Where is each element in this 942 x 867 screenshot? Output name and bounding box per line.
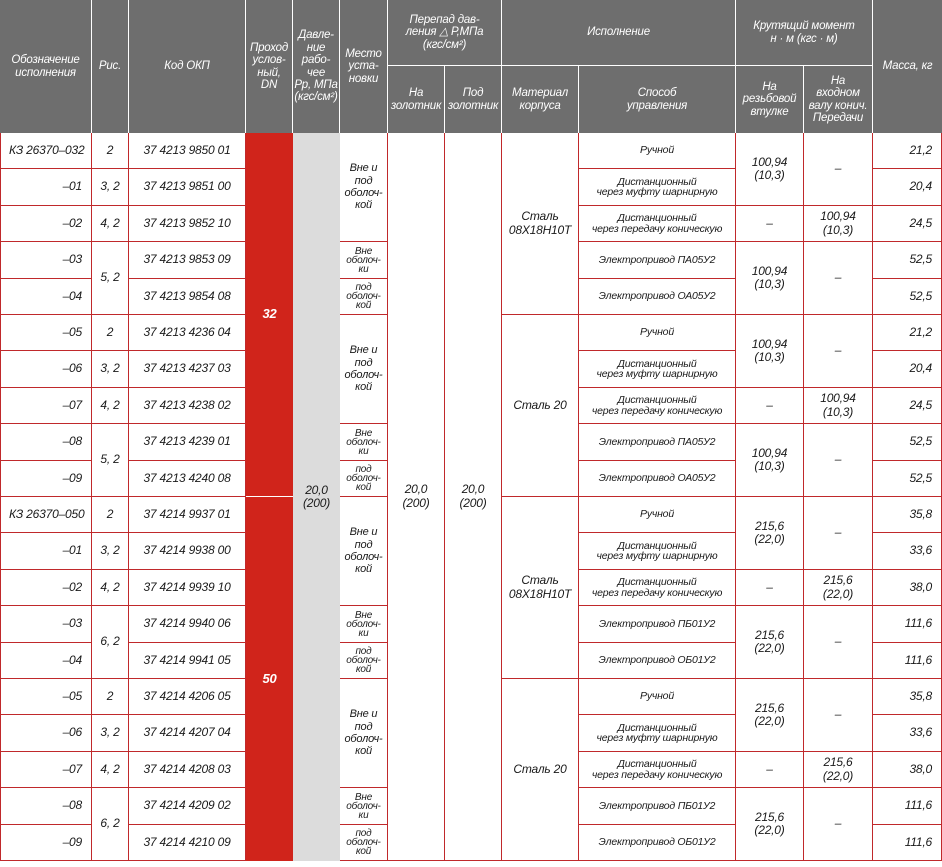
control-method-cell: Дистанционный через муфту шарнирную: [579, 351, 736, 388]
mass-cell: 20,4: [873, 169, 942, 206]
mass-cell: 52,5: [873, 242, 942, 279]
designation-cell: –04: [0, 643, 92, 679]
torque-bushing-cell: 100,94 (10,3): [736, 424, 804, 497]
mass-cell: 52,5: [873, 279, 942, 315]
torque-shaft-cell: –: [804, 679, 873, 752]
torque-shaft-cell: –: [804, 424, 873, 497]
designation-cell: –09: [0, 461, 92, 497]
header-control: Способ управления: [579, 66, 736, 133]
mass-cell: 33,6: [873, 533, 942, 570]
header-designation: Обозначение исполнения: [0, 0, 92, 133]
designation-cell: –01: [0, 169, 92, 206]
fig-cell: 2: [92, 679, 129, 715]
mount-cell: Вне и под оболоч- кой: [340, 133, 388, 242]
torque-shaft-cell: –: [804, 788, 873, 861]
designation-cell: –09: [0, 825, 92, 861]
header-dn: Проход услов- ный, DN: [246, 0, 293, 133]
mount-cell: Вне оболоч- ки: [340, 788, 388, 825]
torque-shaft-cell: 100,94 (10,3): [804, 206, 873, 242]
mass-cell: 111,6: [873, 825, 942, 861]
torque-shaft-cell: 215,6 (22,0): [804, 752, 873, 788]
control-method-cell: Дистанционный через муфту шарнирную: [579, 533, 736, 570]
torque-bushing-cell: –: [736, 752, 804, 788]
torque-bushing-cell: 100,94 (10,3): [736, 133, 804, 206]
header-material: Материал корпуса: [502, 66, 579, 133]
fig-cell: 2: [92, 315, 129, 351]
header-drop-on-spool: На золотник: [388, 66, 445, 133]
mass-cell: 24,5: [873, 206, 942, 242]
mount-cell: Вне и под оболоч- кой: [340, 679, 388, 788]
header-mass: Масса, кг: [873, 0, 942, 133]
designation-cell: –07: [0, 752, 92, 788]
control-method-cell: Электропривод ПА05У2: [579, 424, 736, 461]
mass-cell: 33,6: [873, 715, 942, 752]
torque-shaft-cell: –: [804, 497, 873, 570]
control-method-cell: Дистанционный через передачу коническую: [579, 388, 736, 424]
control-method-cell: Дистанционный через передачу коническую: [579, 752, 736, 788]
fig-cell: 3, 2: [92, 533, 129, 570]
mass-cell: 20,4: [873, 351, 942, 388]
fig-cell: 3, 2: [92, 715, 129, 752]
okp-code-cell: 37 4213 9853 09: [129, 242, 246, 279]
control-method-cell: Электропривод ПБ01У2: [579, 788, 736, 825]
designation-cell: –05: [0, 315, 92, 351]
okp-code-cell: 37 4213 9850 01: [129, 133, 246, 169]
header-execution: Исполнение: [502, 0, 736, 66]
mount-cell: под оболоч- кой: [340, 825, 388, 861]
drop-on-spool-value: 20,0 (200): [388, 133, 445, 861]
header-pressure: Давле- ние рабо- чее Pр, МПа (кгс/см²): [293, 0, 340, 133]
designation-cell: КЗ 26370–050: [0, 497, 92, 533]
mount-cell: под оболоч- кой: [340, 643, 388, 679]
okp-code-cell: 37 4214 4210 09: [129, 825, 246, 861]
control-method-cell: Ручной: [579, 679, 736, 715]
torque-bushing-cell: 215,6 (22,0): [736, 497, 804, 570]
designation-cell: –07: [0, 388, 92, 424]
okp-code-cell: 37 4213 4238 02: [129, 388, 246, 424]
header-pressure-drop: Перепад дав- ления △ Р,МПа (кгс/см²): [388, 0, 502, 66]
designation-cell: –08: [0, 788, 92, 825]
okp-code-cell: 37 4214 9940 06: [129, 606, 246, 643]
dn-value-50: 50: [246, 497, 293, 861]
torque-bushing-cell: 215,6 (22,0): [736, 788, 804, 861]
torque-bushing-cell: 100,94 (10,3): [736, 242, 804, 315]
torque-shaft-cell: –: [804, 242, 873, 315]
control-method-cell: Ручной: [579, 497, 736, 533]
control-method-cell: Дистанционный через передачу коническую: [579, 206, 736, 242]
mount-cell: под оболоч- кой: [340, 279, 388, 315]
okp-code-cell: 37 4214 9939 10: [129, 570, 246, 606]
header-mount: Место уста- новки: [340, 0, 388, 133]
okp-code-cell: 37 4213 4237 03: [129, 351, 246, 388]
fig-cell: 4, 2: [92, 206, 129, 242]
fig-cell: 3, 2: [92, 169, 129, 206]
mass-cell: 52,5: [873, 424, 942, 461]
torque-shaft-cell: –: [804, 606, 873, 679]
okp-code-cell: 37 4213 4239 01: [129, 424, 246, 461]
body-material-cell: Сталь 08Х18Н10Т: [502, 497, 579, 679]
header-fig: Рис.: [92, 0, 129, 133]
control-method-cell: Электропривод ОБ01У2: [579, 643, 736, 679]
torque-bushing-cell: –: [736, 570, 804, 606]
mount-cell: Вне оболоч- ки: [340, 242, 388, 279]
fig-cell: 2: [92, 133, 129, 169]
designation-cell: –03: [0, 606, 92, 643]
okp-code-cell: 37 4213 9854 08: [129, 279, 246, 315]
fig-cell: 4, 2: [92, 752, 129, 788]
mass-cell: 21,2: [873, 315, 942, 351]
control-method-cell: Электропривод ОА05У2: [579, 461, 736, 497]
mass-cell: 52,5: [873, 461, 942, 497]
mass-cell: 111,6: [873, 788, 942, 825]
okp-code-cell: 37 4214 4206 05: [129, 679, 246, 715]
designation-cell: –03: [0, 242, 92, 279]
mass-cell: 35,8: [873, 497, 942, 533]
control-method-cell: Дистанционный через муфту шарнирную: [579, 715, 736, 752]
designation-cell: –08: [0, 424, 92, 461]
torque-bushing-cell: 215,6 (22,0): [736, 606, 804, 679]
okp-code-cell: 37 4214 4208 03: [129, 752, 246, 788]
fig-cell: 4, 2: [92, 570, 129, 606]
mount-cell: Вне и под оболоч- кой: [340, 315, 388, 424]
torque-shaft-cell: –: [804, 133, 873, 206]
torque-shaft-cell: 100,94 (10,3): [804, 388, 873, 424]
control-method-cell: Дистанционный через муфту шарнирную: [579, 169, 736, 206]
mount-cell: Вне оболоч- ки: [340, 424, 388, 461]
designation-cell: –05: [0, 679, 92, 715]
torque-shaft-cell: 215,6 (22,0): [804, 570, 873, 606]
mass-cell: 21,2: [873, 133, 942, 169]
header-okp: Код ОКП: [129, 0, 246, 133]
designation-cell: –06: [0, 715, 92, 752]
designation-cell: –02: [0, 206, 92, 242]
working-pressure-value: 20,0 (200): [293, 133, 340, 861]
header-torque: Крутящий момент н · м (кгс · м): [736, 0, 873, 66]
mass-cell: 38,0: [873, 570, 942, 606]
okp-code-cell: 37 4213 9852 10: [129, 206, 246, 242]
body-material-cell: Сталь 20: [502, 315, 579, 497]
designation-cell: –02: [0, 570, 92, 606]
fig-cell: 5, 2: [92, 424, 129, 497]
mass-cell: 111,6: [873, 606, 942, 643]
designation-cell: –04: [0, 279, 92, 315]
header-drop-under-spool: Под золотник: [445, 66, 502, 133]
drop-under-spool-value: 20,0 (200): [445, 133, 502, 861]
body-material-cell: Сталь 08Х18Н10Т: [502, 133, 579, 315]
control-method-cell: Ручной: [579, 133, 736, 169]
okp-code-cell: 37 4214 9941 05: [129, 643, 246, 679]
header-torque-shaft: На входном валу конич. Передачи: [804, 66, 873, 133]
designation-cell: –01: [0, 533, 92, 570]
mount-cell: под оболоч- кой: [340, 461, 388, 497]
fig-cell: 6, 2: [92, 788, 129, 861]
torque-bushing-cell: 100,94 (10,3): [736, 315, 804, 388]
mass-cell: 24,5: [873, 388, 942, 424]
fig-cell: 3, 2: [92, 351, 129, 388]
designation-cell: –06: [0, 351, 92, 388]
body-material-cell: Сталь 20: [502, 679, 579, 861]
mass-cell: 35,8: [873, 679, 942, 715]
torque-bushing-cell: 215,6 (22,0): [736, 679, 804, 752]
okp-code-cell: 37 4213 4236 04: [129, 315, 246, 351]
torque-shaft-cell: –: [804, 315, 873, 388]
control-method-cell: Электропривод ПА05У2: [579, 242, 736, 279]
fig-cell: 2: [92, 497, 129, 533]
control-method-cell: Электропривод ОБ01У2: [579, 825, 736, 861]
okp-code-cell: 37 4214 4207 04: [129, 715, 246, 752]
torque-bushing-cell: –: [736, 388, 804, 424]
okp-code-cell: 37 4214 9938 00: [129, 533, 246, 570]
control-method-cell: Электропривод ОА05У2: [579, 279, 736, 315]
mass-cell: 38,0: [873, 752, 942, 788]
mount-cell: Вне и под оболоч- кой: [340, 497, 388, 606]
control-method-cell: Электропривод ПБ01У2: [579, 606, 736, 643]
okp-code-cell: 37 4214 4209 02: [129, 788, 246, 825]
okp-code-cell: 37 4213 4240 08: [129, 461, 246, 497]
torque-bushing-cell: –: [736, 206, 804, 242]
mass-cell: 111,6: [873, 643, 942, 679]
header-torque-bushing: На резьбовой втулке: [736, 66, 804, 133]
control-method-cell: Ручной: [579, 315, 736, 351]
fig-cell: 6, 2: [92, 606, 129, 679]
mount-cell: Вне оболоч- ки: [340, 606, 388, 643]
control-method-cell: Дистанционный через передачу коническую: [579, 570, 736, 606]
fig-cell: 4, 2: [92, 388, 129, 424]
designation-cell: КЗ 26370–032: [0, 133, 92, 169]
okp-code-cell: 37 4213 9851 00: [129, 169, 246, 206]
dn-value-32: 32: [246, 133, 293, 497]
okp-code-cell: 37 4214 9937 01: [129, 497, 246, 533]
fig-cell: 5, 2: [92, 242, 129, 315]
